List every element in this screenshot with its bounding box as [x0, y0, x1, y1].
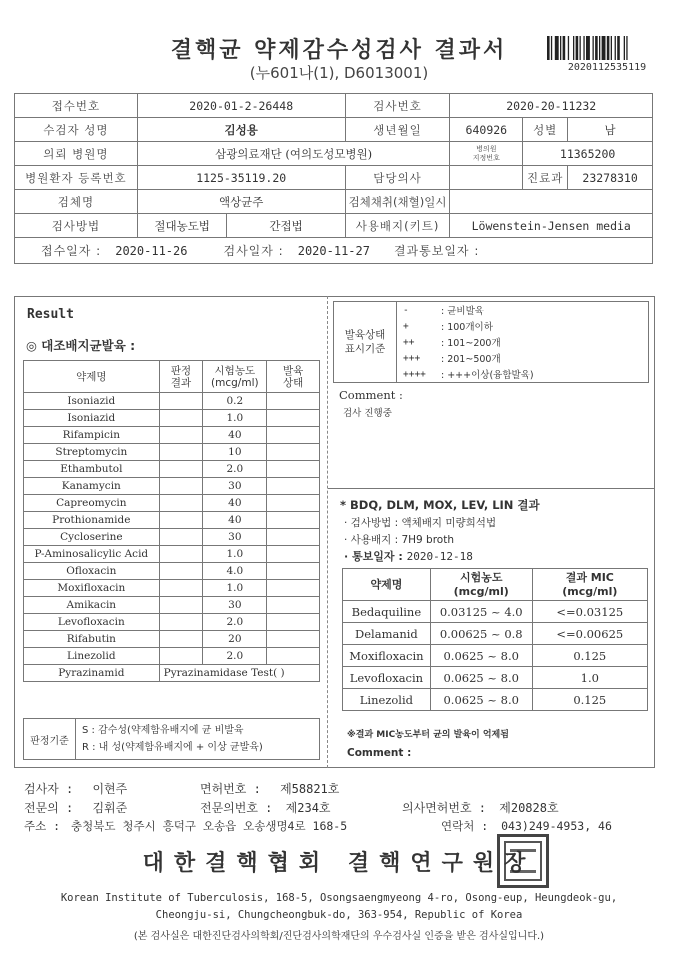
- barcode-bar: [583, 36, 584, 60]
- hospital-label: 의뢰 병원명: [15, 142, 138, 166]
- barcode: [547, 36, 669, 60]
- barcode-bar: [602, 36, 606, 60]
- method-indirect: 간접법: [227, 214, 345, 238]
- tester-label: 검사자 :: [24, 782, 74, 796]
- drug-judge: [159, 427, 203, 444]
- legend-row: [397, 334, 648, 350]
- mic-divider: [328, 488, 655, 489]
- drug-judge: [159, 495, 203, 512]
- pyrazinamid-drug: Pyrazinamid: [24, 665, 160, 682]
- barcode-bar: [626, 36, 627, 60]
- barcode-bar: [560, 36, 561, 60]
- hospital-code-label-2: 지정번호: [472, 153, 500, 162]
- drug-growth: [267, 580, 320, 597]
- drug-name: Prothionamide: [24, 512, 160, 529]
- legend-symbol: ++++: [403, 368, 426, 380]
- drug-row: [24, 546, 320, 563]
- drug-row: [24, 461, 320, 478]
- patient-name: 김성용: [137, 118, 345, 142]
- drug-conc: 1.0: [203, 580, 267, 597]
- growth-legend: [333, 301, 649, 383]
- document-title: 결핵균 약제감수성검사 결과서: [170, 38, 508, 63]
- contact-label: 연락처 :: [441, 819, 489, 833]
- hospital-code-label-1: 병의원: [476, 144, 497, 153]
- patient-name-label: 수검자 성명: [15, 118, 138, 142]
- drug-name: Amikacin: [24, 597, 160, 614]
- criteria-box: [23, 718, 320, 760]
- legend-label: 발육상태 표시기준: [334, 302, 397, 383]
- legend-row: [397, 350, 648, 366]
- mic-row: [343, 623, 648, 645]
- drug-judge: [159, 444, 203, 461]
- hospital-name: 삼광의료재단 (여의도성모병원): [137, 142, 450, 166]
- drug-row: [24, 597, 320, 614]
- drug-judge: [159, 478, 203, 495]
- drug-row: [24, 631, 320, 648]
- method-absolute: 절대농도법: [137, 214, 227, 238]
- legend-row: [397, 318, 648, 334]
- doctor-license: 제20828호: [499, 801, 559, 815]
- specialist-label: 전문의 :: [24, 801, 74, 815]
- barcode-bar: [611, 36, 612, 60]
- license-label: 면허번호 :: [200, 782, 261, 796]
- barcode-bar: [568, 36, 569, 60]
- drug-judge: [159, 614, 203, 631]
- drug-name: Kanamycin: [24, 478, 160, 495]
- barcode-bar: [599, 36, 600, 60]
- drug-judge: [159, 580, 203, 597]
- barcode-bar: [624, 36, 625, 60]
- collection-value: [450, 190, 653, 214]
- drug-conc: 40: [203, 427, 267, 444]
- drug-name: Isoniazid: [24, 393, 160, 410]
- drug-growth: [267, 648, 320, 665]
- received-date-label: 접수일자 :: [41, 244, 102, 258]
- contact: 043)249-4953, 46: [501, 819, 612, 833]
- legend-desc: : 201~500개: [441, 354, 501, 365]
- growth-col-header: 발육 상태: [267, 361, 320, 393]
- barcode-bar: [586, 36, 590, 60]
- drug-growth: [267, 614, 320, 631]
- drug-growth: [267, 631, 320, 648]
- mic-result: <=0.03125: [532, 601, 647, 623]
- mic-result: <=0.00625: [532, 623, 647, 645]
- reg-no-label: 병원환자 등록번호: [15, 166, 138, 190]
- hospital-code: 11365200: [523, 142, 653, 166]
- dates-row: [15, 238, 653, 264]
- result-label: Result: [27, 307, 74, 322]
- barcode-bar: [615, 36, 616, 60]
- drug-judge: [159, 529, 203, 546]
- specialist-name: 김휘준: [92, 801, 128, 815]
- sex-value: 남: [568, 118, 653, 142]
- drug-conc: 2.0: [203, 648, 267, 665]
- judge-col-header: 판정 결과: [159, 361, 203, 393]
- result-divider: [327, 296, 328, 768]
- drug-name: Moxifloxacin: [24, 580, 160, 597]
- barcode-bar: [563, 36, 566, 60]
- drug-judge: [159, 461, 203, 478]
- doctor-label: 담당의사: [345, 166, 450, 190]
- drug-row: [24, 427, 320, 444]
- barcode-bar: [551, 36, 552, 60]
- drug-growth: [267, 546, 320, 563]
- drug-growth: [267, 393, 320, 410]
- drug-judge: [159, 563, 203, 580]
- test-date: 2020-11-27: [297, 243, 370, 258]
- org-address-en-1: Korean Institute of Tuberculosis, 168-5, Osongsaengmyeong 4-ro, Osong-eup, Heungdeok-gu,: [60, 892, 618, 904]
- drug-judge: [159, 631, 203, 648]
- drug-conc: 40: [203, 495, 267, 512]
- test-no: 2020-20-11232: [450, 94, 653, 118]
- drug-judge: [159, 546, 203, 563]
- control-growth-heading: ◎ 대조배지균발육 :: [26, 338, 136, 353]
- legend-desc: : 101~200개: [441, 338, 501, 349]
- mic-conc: 0.00625 ~ 0.8: [430, 623, 532, 645]
- drug-name: Linezolid: [24, 648, 160, 665]
- drug-row: [24, 444, 320, 461]
- drug-conc: 30: [203, 529, 267, 546]
- receipt-no: 2020-01-2-26448: [137, 94, 345, 118]
- address-label: 주소 :: [24, 819, 61, 833]
- receipt-no-label: 접수번호: [15, 94, 138, 118]
- legend-desc: : 100개이하: [441, 322, 493, 333]
- mic-comment-label: Comment :: [347, 747, 412, 759]
- mic-row: [343, 645, 648, 667]
- media-label: 사용배지(키트): [345, 214, 450, 238]
- legend-symbol: +: [403, 320, 409, 332]
- mic-result-header: 결과 MIC (mcg/ml): [532, 569, 647, 601]
- mic-conc: 0.0625 ~ 8.0: [430, 645, 532, 667]
- organization-name: 대한결핵협회 결핵연구원장: [142, 851, 536, 876]
- drug-growth: [267, 461, 320, 478]
- drug-row: [24, 648, 320, 665]
- comment-text: 검사 진행중: [343, 408, 392, 419]
- dept-value: 23278310: [568, 166, 653, 190]
- legend-symbol: ++: [403, 336, 415, 348]
- barcode-number: 2020112535119: [567, 62, 647, 73]
- doctor-license-label: 의사면허번호 :: [402, 801, 487, 815]
- specialist-no-label: 전문의번호 :: [200, 801, 273, 815]
- drug-row: [24, 495, 320, 512]
- mic-result: 0.125: [532, 689, 647, 711]
- drug-conc: 0.2: [203, 393, 267, 410]
- specialist-no: 제234호: [285, 801, 331, 815]
- mic-drug: Moxifloxacin: [343, 645, 431, 667]
- legend-row: [397, 302, 648, 318]
- mic-conc-header: 시험농도 (mcg/ml): [430, 569, 532, 601]
- drug-conc: 30: [203, 597, 267, 614]
- reg-no: 1125-35119.20: [137, 166, 345, 190]
- drug-conc: 1.0: [203, 410, 267, 427]
- drug-judge: [159, 393, 203, 410]
- drug-conc: 1.0: [203, 546, 267, 563]
- mic-drug-header: 약제명: [343, 569, 431, 601]
- drug-name: Streptomycin: [24, 444, 160, 461]
- drug-conc: 4.0: [203, 563, 267, 580]
- mic-drug: Linezolid: [343, 689, 431, 711]
- drug-name: P-Aminosalicylic Acid: [24, 546, 160, 563]
- mic-note: ※결과 MIC농도부터 균의 발육이 억제됨: [347, 730, 509, 740]
- drug-judge: [159, 597, 203, 614]
- mic-title: * BDQ, DLM, MOX, LEV, LIN 결과: [340, 498, 540, 512]
- barcode-bar: [580, 36, 581, 60]
- criteria-s: S : 감수성(약제함유배지에 균 비발육: [82, 725, 244, 736]
- barcode-bar: [595, 36, 598, 60]
- mic-row: [343, 601, 648, 623]
- barcode-bar: [607, 36, 610, 60]
- birth-date: 640926: [450, 118, 523, 142]
- drug-row: [24, 512, 320, 529]
- drug-row: [24, 614, 320, 631]
- legend-symbol: +++: [403, 352, 421, 364]
- birth-label: 생년월일: [345, 118, 450, 142]
- legend-desc: : +++이상(융합발육): [441, 370, 534, 381]
- criteria-label: 판정기준: [24, 719, 76, 760]
- drug-growth: [267, 529, 320, 546]
- legend-rows: [397, 302, 649, 383]
- legend-row: [397, 366, 648, 382]
- method-label: 검사방법: [15, 214, 138, 238]
- drug-conc: 30: [203, 478, 267, 495]
- document-code: (누601나(1), D6013001): [249, 64, 429, 82]
- drug-judge: [159, 648, 203, 665]
- drug-row: [24, 393, 320, 410]
- legend-symbol: -: [403, 304, 409, 316]
- drug-name: Cycloserine: [24, 529, 160, 546]
- sex-label: 성별: [523, 118, 568, 142]
- mic-drug: Delamanid: [343, 623, 431, 645]
- comment-label: Comment :: [339, 388, 403, 402]
- drug-conc: 10: [203, 444, 267, 461]
- drug-growth: [267, 512, 320, 529]
- test-no-label: 검사번호: [345, 94, 450, 118]
- barcode-bar: [617, 36, 620, 60]
- mic-conc: 0.0625 ~ 8.0: [430, 667, 532, 689]
- received-date: 2020-11-26: [115, 243, 188, 258]
- mic-conc: 0.03125 ~ 4.0: [430, 601, 532, 623]
- mic-report-date: 2020-12-18: [406, 550, 473, 563]
- mic-row: [343, 689, 648, 711]
- drug-conc: 20: [203, 631, 267, 648]
- drug-row: [24, 478, 320, 495]
- barcode-bar: [555, 36, 559, 60]
- drug-growth: [267, 478, 320, 495]
- drug-growth: [267, 410, 320, 427]
- doctor-name: [450, 166, 523, 190]
- drug-row: [24, 563, 320, 580]
- patient-info-table: [14, 93, 653, 264]
- drug-judge: [159, 410, 203, 427]
- mic-row: [343, 667, 648, 689]
- drug-row: [24, 580, 320, 597]
- mic-result: 1.0: [532, 667, 647, 689]
- specimen-value: 액상균주: [137, 190, 345, 214]
- mic-result: 0.125: [532, 645, 647, 667]
- drug-growth: [267, 563, 320, 580]
- mic-report-label: · 통보일자 :: [344, 550, 403, 563]
- legend-desc: : 균비발육: [441, 306, 484, 317]
- drug-name: Ofloxacin: [24, 563, 160, 580]
- report-date-label: 결과통보일자 :: [393, 244, 480, 258]
- drug-name: Ethambutol: [24, 461, 160, 478]
- license-number: 제58821호: [280, 782, 340, 796]
- criteria-r: R : 내 성(약제함유배지에 + 이상 균발육): [82, 742, 263, 753]
- dept-label: 진료과: [523, 166, 568, 190]
- drug-susceptibility-table: [23, 360, 320, 682]
- mic-drug: Levofloxacin: [343, 667, 431, 689]
- drug-col-header: 약제명: [24, 361, 160, 393]
- address: 충청북도 청주시 흥덕구 오송읍 오송생명4로 168-5: [71, 819, 348, 833]
- barcode-bar: [573, 36, 574, 60]
- mic-media: · 사용배지 : 7H9 broth: [344, 534, 455, 546]
- org-address-en-2: Cheongju-si, Chungcheongbuk-do, 363-954, Republic of Korea: [155, 909, 523, 921]
- conc-col-header: 시험농도 (mcg/ml): [203, 361, 267, 393]
- mic-method: · 검사방법 : 액체배지 미량희석법: [344, 517, 497, 529]
- drug-row: [24, 410, 320, 427]
- mic-table: [342, 568, 648, 711]
- drug-name: Levofloxacin: [24, 614, 160, 631]
- drug-growth: [267, 495, 320, 512]
- tester-name: 이현주: [92, 782, 128, 796]
- certification-note: (본 검사실은 대한진단검사의학회/진단검사의학재단의 우수검사실 인증을 받은 검사실입니다.): [133, 931, 545, 942]
- drug-row: [24, 529, 320, 546]
- mic-conc: 0.0625 ~ 8.0: [430, 689, 532, 711]
- drug-growth: [267, 597, 320, 614]
- drug-judge: [159, 512, 203, 529]
- hospital-code-label: [450, 142, 523, 166]
- media-value: Löwenstein-Jensen media: [450, 214, 653, 238]
- drug-name: Capreomycin: [24, 495, 160, 512]
- drug-name: Rifabutin: [24, 631, 160, 648]
- barcode-bar: [576, 36, 579, 60]
- pyrazinamid-test: Pyrazinamidase Test( ): [159, 665, 319, 682]
- barcode-bar: [547, 36, 550, 60]
- barcode-bar: [593, 36, 594, 60]
- specimen-label: 검체명: [15, 190, 138, 214]
- drug-conc: 2.0: [203, 461, 267, 478]
- drug-growth: [267, 444, 320, 461]
- drug-name: Rifampicin: [24, 427, 160, 444]
- drug-conc: 2.0: [203, 614, 267, 631]
- drug-growth: [267, 427, 320, 444]
- drug-conc: 40: [203, 512, 267, 529]
- collection-label: 검체채취(채혈)일시: [345, 190, 450, 214]
- drug-name: Isoniazid: [24, 410, 160, 427]
- mic-drug: Bedaquiline: [343, 601, 431, 623]
- test-date-label: 검사일자 :: [223, 244, 284, 258]
